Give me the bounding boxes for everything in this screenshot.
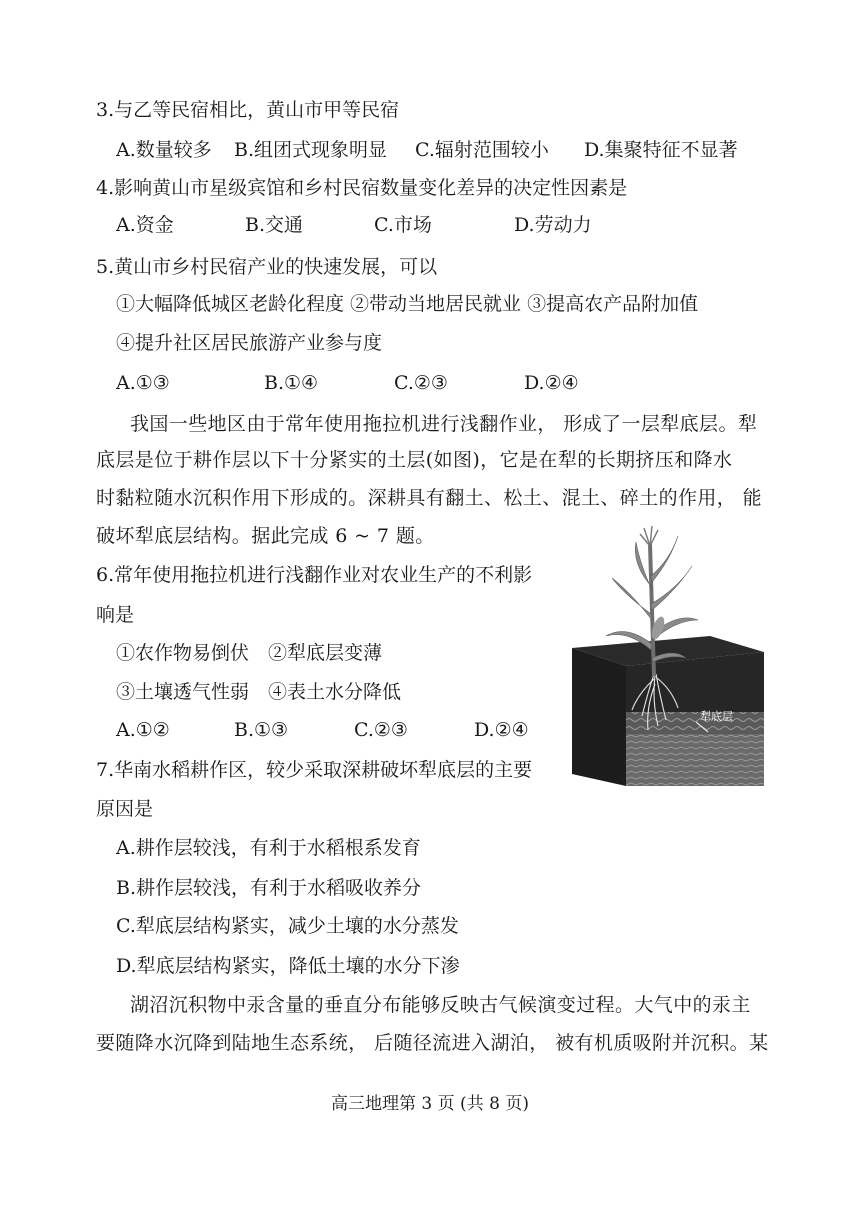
- q4-option-b: B.交通: [245, 214, 304, 236]
- q6-items-line1: ①农作物易倒伏 ②犁底层变薄: [116, 642, 383, 664]
- q5-option-d: D.②④: [524, 372, 579, 394]
- q6-option-c: C.②③: [354, 719, 408, 741]
- q5-stem: 5.黄山市乡村民宿产业的快速发展，可以: [96, 256, 438, 278]
- q6-option-b: B.①③: [234, 719, 289, 741]
- passage1-line4: 破坏犁底层结构。据此完成 6 ~ 7 题。: [96, 525, 435, 547]
- q6-stem-line2: 响是: [96, 604, 135, 626]
- q3-option-a: A.数量较多: [116, 139, 212, 161]
- passage1-line2: 底层是位于耕作层以下十分紧实的土层(如图)，它是在犁的长期挤压和降水: [96, 449, 733, 471]
- plough-pan-figure: [566, 524, 770, 786]
- q7-option-b: B.耕作层较浅，有利于水稻吸收养分: [116, 877, 422, 899]
- q7-option-d: D.犁底层结构紧实，降低土壤的水分下渗: [116, 955, 460, 977]
- q6-items-line2: ③土壤透气性弱 ④表土水分降低: [116, 681, 402, 703]
- q4-option-d: D.劳动力: [514, 214, 592, 236]
- passage2-line1: 湖沼沉积物中汞含量的垂直分布能够反映古气候演变过程。大气中的汞主: [130, 994, 751, 1016]
- q5-items-line1: ①大幅降低城区老龄化程度 ②带动当地居民就业 ③提高农产品附加值: [116, 293, 699, 315]
- page-footer: 高三地理第 3 页 (共 8 页): [331, 1094, 529, 1114]
- q5-option-a: A.①③: [116, 372, 170, 394]
- q5-items-line2: ④提升社区居民旅游产业参与度: [116, 332, 383, 354]
- q3-option-c: C.辐射范围较小: [415, 139, 549, 161]
- q4-stem: 4.影响黄山市星级宾馆和乡村民宿数量变化差异的决定性因素是: [96, 177, 628, 199]
- q5-option-b: B.①④: [264, 372, 319, 394]
- passage1-line1: 我国一些地区由于常年使用拖拉机进行浅翻作业， 形成了一层犁底层。犁: [130, 413, 758, 435]
- soil-block-illustration: [566, 524, 770, 786]
- q4-option-c: C.市场: [374, 214, 432, 236]
- q4-option-a: A.资金: [116, 214, 174, 236]
- q6-stem-line1: 6.常年使用拖拉机进行浅翻作业对农业生产的不利影: [96, 564, 533, 586]
- q7-option-c: C.犁底层结构紧实，减少土壤的水分蒸发: [116, 915, 459, 937]
- q3-stem: 3.与乙等民宿相比，黄山市甲等民宿: [96, 99, 400, 121]
- passage2-line2: 要随降水沉降到陆地生态系统， 后随径流进入湖泊， 被有机质吸附并沉积。某: [96, 1032, 769, 1054]
- q7-stem-line1: 7.华南水稻耕作区，较少采取深耕破坏犁底层的主要: [96, 759, 533, 781]
- q6-option-a: A.①②: [116, 719, 170, 741]
- passage1-line3: 时黏粒随水沉积作用下形成的。深耕具有翻土、松土、混土、碎土的作用， 能: [96, 487, 763, 509]
- plough-pan-label: 犁底层: [700, 710, 733, 723]
- q5-option-c: C.②③: [394, 372, 448, 394]
- q6-option-d: D.②④: [474, 719, 529, 741]
- q7-stem-line2: 原因是: [96, 798, 154, 820]
- q7-option-a: A.耕作层较浅，有利于水稻根系发育: [116, 837, 421, 859]
- q3-option-b: B.组团式现象明显: [234, 139, 388, 161]
- q3-option-d: D.集聚特征不显著: [584, 139, 738, 161]
